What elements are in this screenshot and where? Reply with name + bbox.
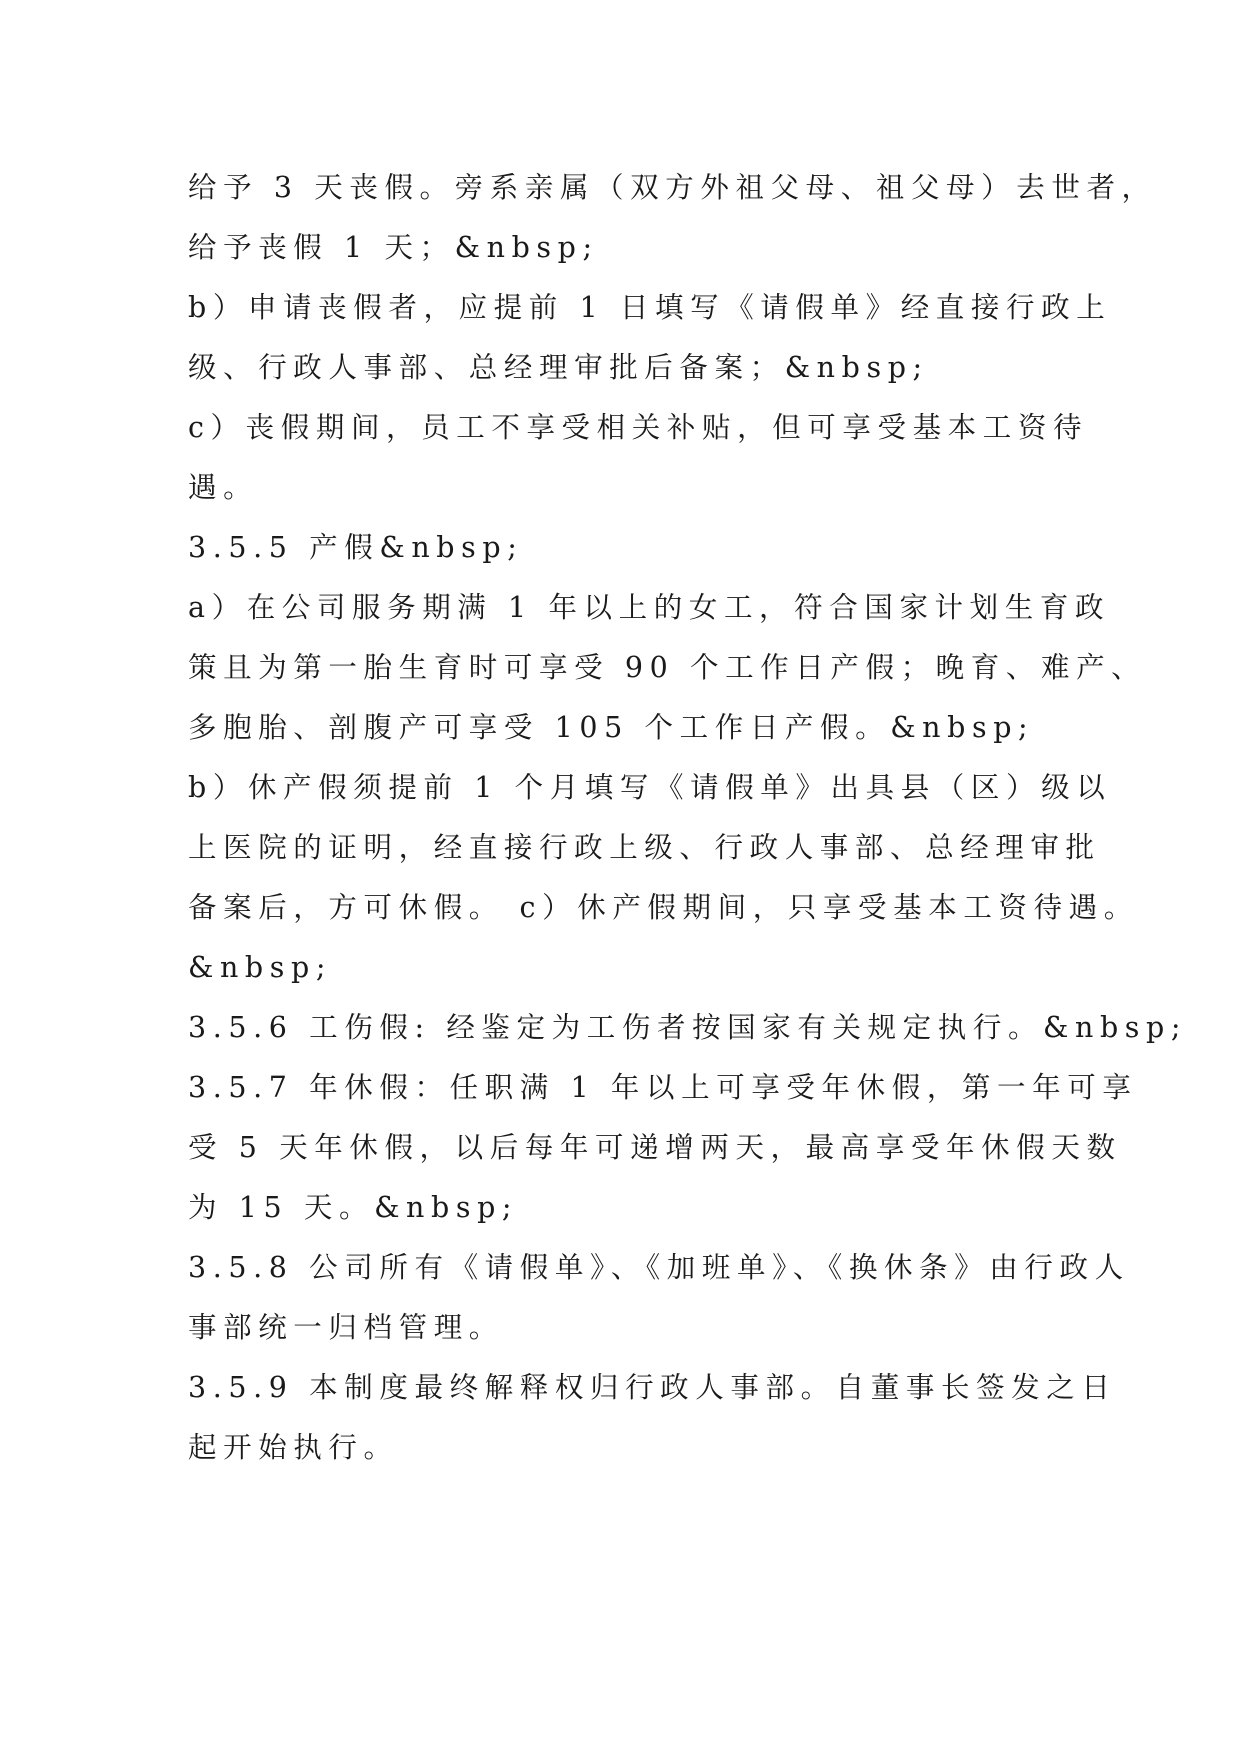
- text-line: c）丧假期间，员工不享受相关补贴，但可享受基本工资待: [188, 411, 1089, 444]
- text-line: 上医院的证明，经直接行政上级、行政人事部、总经理审批: [188, 831, 1101, 864]
- text-line: 给予丧假 1 天；&nbsp;: [188, 231, 599, 264]
- section-paragraph: 3.5.8 公司所有《请假单》、《加班单》、《换休条》由行政人: [188, 1251, 1130, 1284]
- section-paragraph: 3.5.6 工伤假: 经鉴定为工伤者按国家有关规定执行。&nbsp;: [188, 1011, 1188, 1044]
- text-line: 起开始执行。: [188, 1431, 399, 1464]
- text-line: a）在公司服务期满 1 年以上的女工，符合国家计划生育政: [188, 591, 1111, 624]
- text-line: 遇。: [188, 471, 259, 504]
- text-line: 事部统一归档管理。: [188, 1311, 504, 1344]
- section-heading: 3.5.5 产假&nbsp;: [188, 531, 524, 564]
- text-line: 受 5 天年休假，以后每年可递增两天，最高享受年休假天数: [188, 1131, 1122, 1164]
- document-body: [188, 158, 1188, 1478]
- text-line: b）休产假须提前 1 个月填写《请假单》出具县（区）级以: [188, 771, 1112, 804]
- text-line: &nbsp;: [188, 951, 333, 984]
- text-line: 级、行政人事部、总经理审批后备案；&nbsp;: [188, 351, 929, 384]
- section-paragraph: 3.5.9 本制度最终解释权归行政人事部。自董事长签发之日: [188, 1371, 1117, 1404]
- section-paragraph: 3.5.7 年休假：任职满 1 年以上可享受年休假，第一年可享: [188, 1071, 1138, 1104]
- text-line: 备案后，方可休假。 c）休产假期间，只享受基本工资待遇。: [188, 891, 1139, 924]
- text-line: 多胞胎、剖腹产可享受 105 个工作日产假。&nbsp;: [188, 711, 1035, 744]
- text-line: b）申请丧假者，应提前 1 日填写《请假单》经直接行政上: [188, 291, 1112, 324]
- text-line: 策且为第一胎生育时可享受 90 个工作日产假；晚育、难产、: [188, 651, 1147, 684]
- text-line: 为 15 天。&nbsp;: [188, 1191, 519, 1224]
- text-line: 给予 3 天丧假。旁系亲属（双方外祖父母、祖父母）去世者，: [188, 171, 1157, 204]
